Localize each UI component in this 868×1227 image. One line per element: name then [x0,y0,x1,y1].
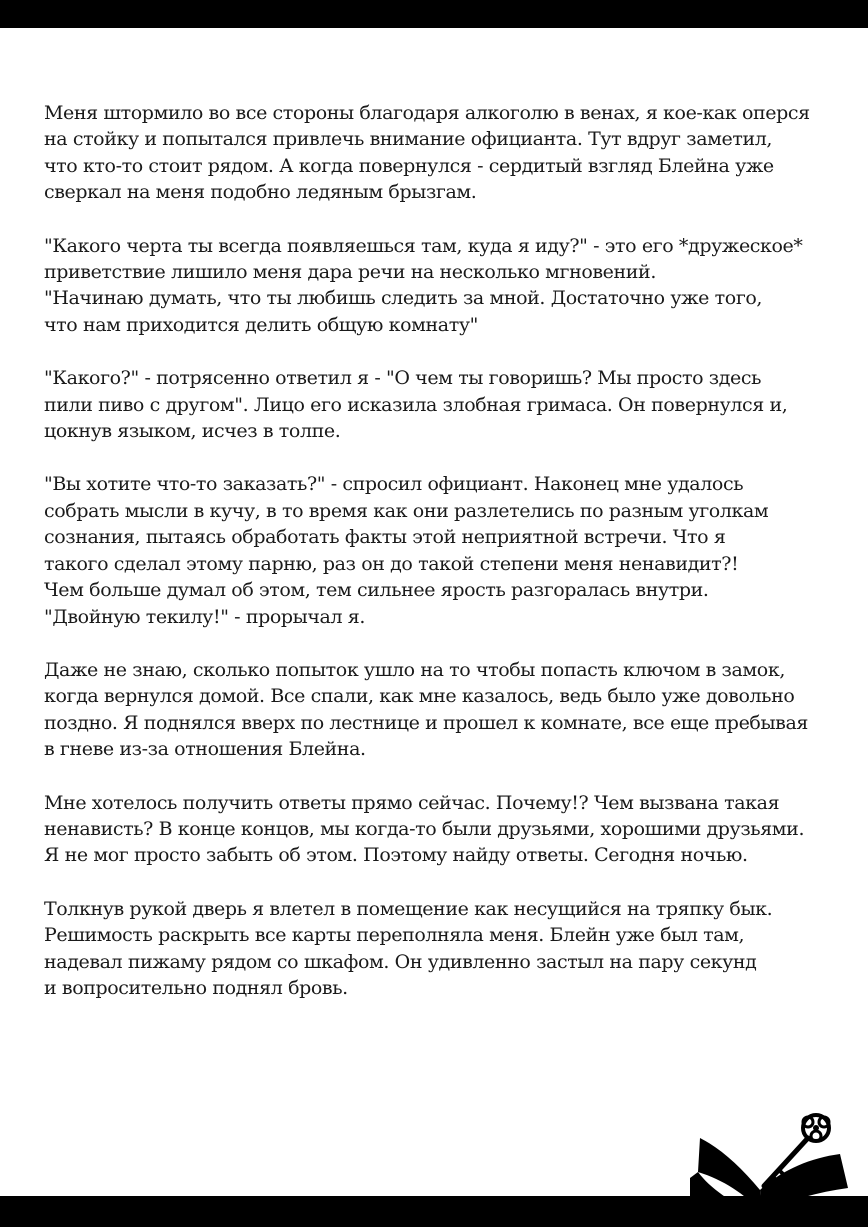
text-line: Чем больше думал об этом, тем сильнее ярость разгоралась внутри. [44,579,709,602]
text-line: такого сделал этому парню, раз он до такой степени меня ненавидит?! [44,552,739,575]
text-line: и вопросительно поднял бровь. [44,976,348,999]
text-line: Я не мог просто забыть об этом. Поэтому найду ответы. Сегодня ночью. [44,844,748,867]
text-line: Толкнув рукой дверь я влетел в помещение как несущийся на тряпку бык. [44,897,773,920]
text-line: сознания, пытаясь обработать факты этой неприятной встречи. Что я [44,526,726,549]
text-line: цокнув языком, исчез в толпе. [44,420,341,443]
text-line: когда вернулся домой. Все спали, как мне казалось, ведь было уже довольно [44,685,795,708]
text-line: что нам приходится делить общую комнату" [44,313,478,336]
text-line: на стойку и попытался привлечь внимание официанта. Тут вдруг заметил, [44,128,773,151]
text-line: надевал пижаму рядом со шкафом. Он удивленно застыл на пару секунд [44,950,757,973]
text-line: поздно. Я поднялся вверх по лестнице и прошел к комнате, все еще пребывая [44,711,808,734]
paragraph-2 [44,233,854,339]
text-line: "Начинаю думать, что ты любишь следить за мной. Достаточно уже того, [44,287,763,310]
text-line: Меня штормило во все стороны благодаря алкоголю в венах, я кое-как оперся [44,102,810,124]
book-and-key-icon [690,1108,862,1224]
text-line: "Вы хотите что-то заказать?" - спросил официант. Наконец мне удалось [44,473,744,496]
text-line: "Какого?" - потрясенно ответил я - "О чем ты говоришь? Мы просто здесь [44,367,762,390]
top-black-bar [0,0,868,28]
text-line: сверкал на меня подобно ледяным брызгам. [44,181,477,204]
text-line: приветствие лишило меня дара речи на несколько мгновений. [44,261,656,284]
story-text [44,100,854,1028]
text-line: пили пиво с другом". Лицо его исказила злобная гримаса. Он повернулся и, [44,393,788,416]
text-line: Мне хотелось получить ответы прямо сейчас. Почему!? Чем вызвана такая [44,791,780,814]
text-line: что кто-то стоит рядом. А когда повернулся - сердитый взгляд Блейна уже [44,154,774,177]
paragraph-7 [44,896,854,1002]
text-line: в гневе из-за отношения Блейна. [44,738,366,761]
text-line: ненависть? В конце концов, мы когда-то были друзьями, хорошими друзьями. [44,817,805,840]
text-line: "Какого черта ты всегда появляешься там, куда я иду?" - это его *дружеское* [44,234,803,257]
paragraph-4 [44,471,854,629]
text-line: собрать мысли в кучу, в то время как они разлетелись по разным уголкам [44,499,769,522]
text-line: "Двойную текилу!" - прорычал я. [44,605,366,628]
text-line: Решимость раскрыть все карты переполняла меня. Блейн уже был там, [44,924,745,947]
paragraph-5 [44,657,854,763]
paragraph-6 [44,790,854,869]
paragraph-3 [44,365,854,444]
paragraph-1 [44,100,854,206]
text-line: Даже не знаю, сколько попыток ушло на то чтобы попасть ключом в замок, [44,658,785,681]
